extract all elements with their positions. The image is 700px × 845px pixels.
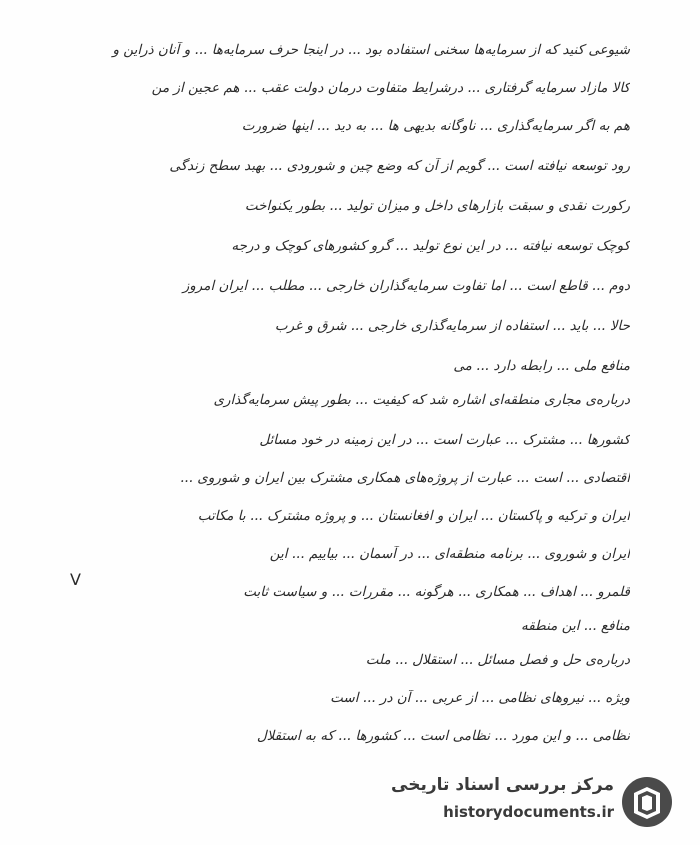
handwritten-line-16: منافع ... این منطقه — [520, 618, 630, 634]
handwritten-line-7: دوم ... قاطع است ... اما تفاوت سرمایه‌گذاران خارجی ... مطلب ... ایران امروز — [182, 278, 630, 294]
handwritten-line-18: ویژه ... نیروهای نظامی ... از عربی ... آن در ... است — [330, 690, 630, 706]
handwritten-line-11: کشورها ... مشترک ... عبارت است ... در این زمینه در خود مسائل — [259, 432, 630, 448]
handwritten-line-19: نظامی ... و این مورد ... نظامی است ... کشورها ... که به استقلال — [256, 728, 630, 744]
handwritten-line-9: منافع ملی ... رابطه دارد ... می — [453, 358, 630, 374]
handwritten-line-8: حالا ... باید ... استفاده از سرمایه‌گذاری خارجی ... شرق و غرب — [274, 318, 630, 334]
handwritten-line-5: رکورت نقدی و سبقت بازارهای داخل و میزان تولید ... بطور یکنواخت — [244, 198, 630, 214]
handwritten-line-14: ایران و شوروی ... برنامه منطقه‌ای ... در آسمان ... بیاییم ... این — [269, 546, 630, 562]
handwritten-line-6: کوچک توسعه نیافته ... در این نوع تولید ... گرو کشورهای کوچک و درجه — [231, 238, 630, 254]
archive-logo-icon — [620, 775, 674, 829]
watermark-url: historydocuments.ir — [443, 803, 614, 821]
handwritten-line-2: کالا مازاد سرمایه گرفتاری ... درشرایط متفاوت درمان دولت عقب ... هم عجین از من — [151, 80, 630, 96]
watermark-title: مرکز بررسی اسناد تاریخی — [391, 775, 614, 795]
handwritten-line-10: درباره‌ی مجاری منطقه‌ای اشاره شد که کیفیت ... بطور پیش سرمایه‌گذاری — [213, 392, 630, 408]
archive-watermark — [391, 771, 680, 831]
handwritten-line-13: ایران و ترکیه و پاکستان ... ایران و افغانستان ... و پروژه مشترک ... با مکاتب — [197, 508, 630, 524]
handwritten-line-3: هم به اگر سرمایه‌گذاری ... ناوگانه بدیهی ها ... به دید ... اینها ضرورت — [241, 118, 630, 134]
handwritten-line-12: اقتصادی ... است ... عبارت از پروژه‌های همکاری مشترک بین ایران و شوروی ... — [180, 470, 630, 486]
margin-check-mark: V — [70, 570, 81, 589]
handwritten-line-17: درباره‌ی حل و فصل مسائل ... استقلال ... ملت — [365, 652, 630, 668]
handwritten-line-4: رود توسعه نیافته است ... گویم از آن که وضع چین و شورودی ... بهبد سطح زندگی — [169, 158, 630, 174]
handwritten-line-15: قلمرو ... اهداف ... همکاری ... هرگونه ... مقررات ... و سیاست ثابت — [243, 584, 630, 600]
handwritten-line-1: شیوعی کنید که از سرمایه‌ها سخنی استفاده بود ... در اینجا حرف سرمایه‌ها ... و آنان ذراین و — [112, 42, 630, 58]
